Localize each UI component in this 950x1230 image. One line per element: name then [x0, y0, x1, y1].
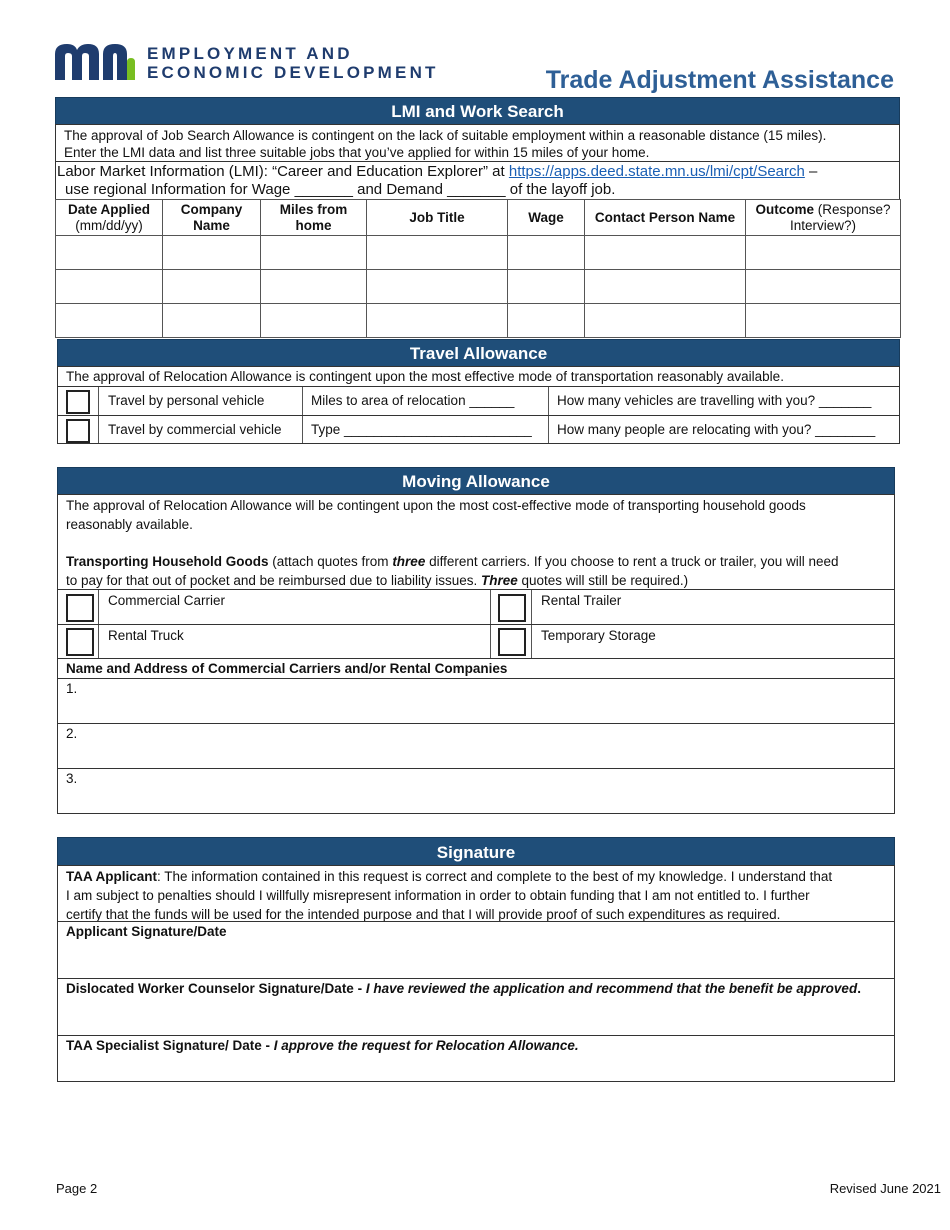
- table-row: [56, 304, 901, 338]
- carrier-entry-3[interactable]: 3.: [57, 768, 895, 814]
- commercial-vehicle-label: Travel by commercial vehicle: [108, 422, 282, 437]
- company-cell[interactable]: [163, 236, 261, 270]
- travel-row-personal: [57, 386, 900, 416]
- vehicle-type[interactable]: Type _________________________: [311, 422, 532, 437]
- lmi-suffix: –: [804, 163, 818, 180]
- lmi-wage-demand: use regional Information for Wage _______ and Demand _______ of the layoff job.: [65, 181, 616, 198]
- program-title: Trade Adjustment Assistance: [545, 66, 894, 94]
- rental-truck-label: Rental Truck: [108, 628, 184, 643]
- date-cell[interactable]: [56, 236, 163, 270]
- commercial-carrier-label: Commercial Carrier: [108, 593, 226, 608]
- temporary-storage-label: Temporary Storage: [541, 628, 656, 643]
- wage-cell[interactable]: [508, 304, 585, 338]
- col-job-title: Job Title: [367, 200, 508, 236]
- contact-cell[interactable]: [585, 236, 746, 270]
- carrier-entry-2[interactable]: 2.: [57, 723, 895, 769]
- moving-options-row2: [57, 624, 895, 659]
- lmi-intro: [55, 124, 900, 162]
- rental-trailer-label: Rental Trailer: [541, 593, 622, 608]
- rental-truck-checkbox[interactable]: [66, 628, 94, 656]
- company-cell[interactable]: [163, 304, 261, 338]
- outcome-cell[interactable]: [746, 270, 901, 304]
- col-contact-person: Contact Person Name: [585, 200, 746, 236]
- wage-cell[interactable]: [508, 270, 585, 304]
- applicant-signature-field[interactable]: Applicant Signature/Date: [57, 921, 895, 979]
- miles-cell[interactable]: [261, 236, 367, 270]
- lmi-intro-line1: The approval of Job Search Allowance is contingent on the lack of suitable employment within a reasonable distance (15 miles).: [64, 128, 827, 143]
- revision-date: Revised June 2021: [829, 1181, 941, 1196]
- logo-line-2: ECONOMIC DEVELOPMENT: [147, 63, 439, 82]
- personal-vehicle-checkbox[interactable]: [66, 390, 90, 414]
- carriers-names-header: Name and Address of Commercial Carriers and/or Rental Companies: [57, 658, 895, 679]
- title-cell[interactable]: [367, 304, 508, 338]
- vehicles-count[interactable]: How many vehicles are travelling with you? _______: [557, 393, 872, 408]
- col-outcome: Outcome (Response? Interview?): [746, 200, 901, 236]
- commercial-carrier-checkbox[interactable]: [66, 594, 94, 622]
- lmi-intro-line2: Enter the LMI data and list three suitable jobs that you’ve applied for within 15 miles of your home.: [64, 145, 650, 160]
- mn-logo-icon: [55, 44, 135, 80]
- col-wage: Wage: [508, 200, 585, 236]
- applicant-statement: TAA Applicant: The information contained in this request is correct and complete to the best of my knowledge. I understand that I am subject to penalties should I willfully misrepresent information in order to obtain funding that I am not entitled to. I further certify that the funds will be used for the intended purpose and that I will provide proof of such expenditures as required.: [57, 865, 895, 922]
- lmi-source: [55, 161, 900, 200]
- moving-options-row1: [57, 589, 895, 625]
- travel-row-commercial: [57, 415, 900, 444]
- col-date-applied: Date Applied (mm/dd/yy): [56, 200, 163, 236]
- signature-section-header: Signature: [57, 837, 895, 866]
- counselor-signature-field[interactable]: Dislocated Worker Counselor Signature/Date - I have reviewed the application and recommend that the benefit be approved.: [57, 978, 895, 1036]
- moving-intro: The approval of Relocation Allowance will be contingent upon the most cost-effective mode of transporting household goods reasonably available. Transporting Household Goods (attach quotes from three different carriers. If you choose to rent a truck or trailer, you will need to pay for that out of pocket and be reimbursed due to liability issues. Three quotes will still be required.): [57, 494, 895, 590]
- specialist-signature-field[interactable]: TAA Specialist Signature/ Date - I approve the request for Relocation Allowance.: [57, 1035, 895, 1082]
- lmi-prefix: Labor Market Information (LMI): “Career and Education Explorer” at: [57, 163, 509, 180]
- temporary-storage-checkbox[interactable]: [498, 628, 526, 656]
- col-miles-from-home: Miles from home: [261, 200, 367, 236]
- personal-vehicle-label: Travel by personal vehicle: [108, 393, 265, 408]
- wage-cell[interactable]: [508, 236, 585, 270]
- rental-trailer-checkbox[interactable]: [498, 594, 526, 622]
- people-count[interactable]: How many people are relocating with you? ________: [557, 422, 876, 437]
- moving-section-header: Moving Allowance: [57, 467, 895, 495]
- household-goods-note: Transporting Household Goods (attach quotes from three different carriers. If you choose to rent a truck or trailer, you will need: [66, 554, 839, 569]
- outcome-cell[interactable]: [746, 236, 901, 270]
- miles-to-relocation[interactable]: Miles to area of relocation ______: [311, 393, 515, 408]
- title-cell[interactable]: [367, 270, 508, 304]
- lmi-section-header: LMI and Work Search: [55, 97, 900, 125]
- logo-line-1: EMPLOYMENT AND: [147, 44, 353, 63]
- outcome-cell[interactable]: [746, 304, 901, 338]
- date-cell[interactable]: [56, 270, 163, 304]
- travel-section-header: Travel Allowance: [57, 339, 900, 367]
- carrier-entry-1[interactable]: 1.: [57, 678, 895, 724]
- lmi-link[interactable]: https://apps.deed.state.mn.us/lmi/cpt/Search: [508, 163, 805, 180]
- travel-intro: The approval of Relocation Allowance is contingent upon the most effective mode of transportation reasonably available.: [57, 366, 900, 387]
- contact-cell[interactable]: [585, 304, 746, 338]
- deed-logo: [55, 44, 455, 84]
- page-number: Page 2: [56, 1181, 98, 1196]
- miles-cell[interactable]: [261, 270, 367, 304]
- date-cell[interactable]: [56, 304, 163, 338]
- col-company-name: Company Name: [163, 200, 261, 236]
- table-row: [56, 236, 901, 270]
- job-search-table: [55, 199, 901, 338]
- contact-cell[interactable]: [585, 270, 746, 304]
- commercial-vehicle-checkbox[interactable]: [66, 419, 90, 443]
- table-row: [56, 270, 901, 304]
- title-cell[interactable]: [367, 236, 508, 270]
- miles-cell[interactable]: [261, 304, 367, 338]
- company-cell[interactable]: [163, 270, 261, 304]
